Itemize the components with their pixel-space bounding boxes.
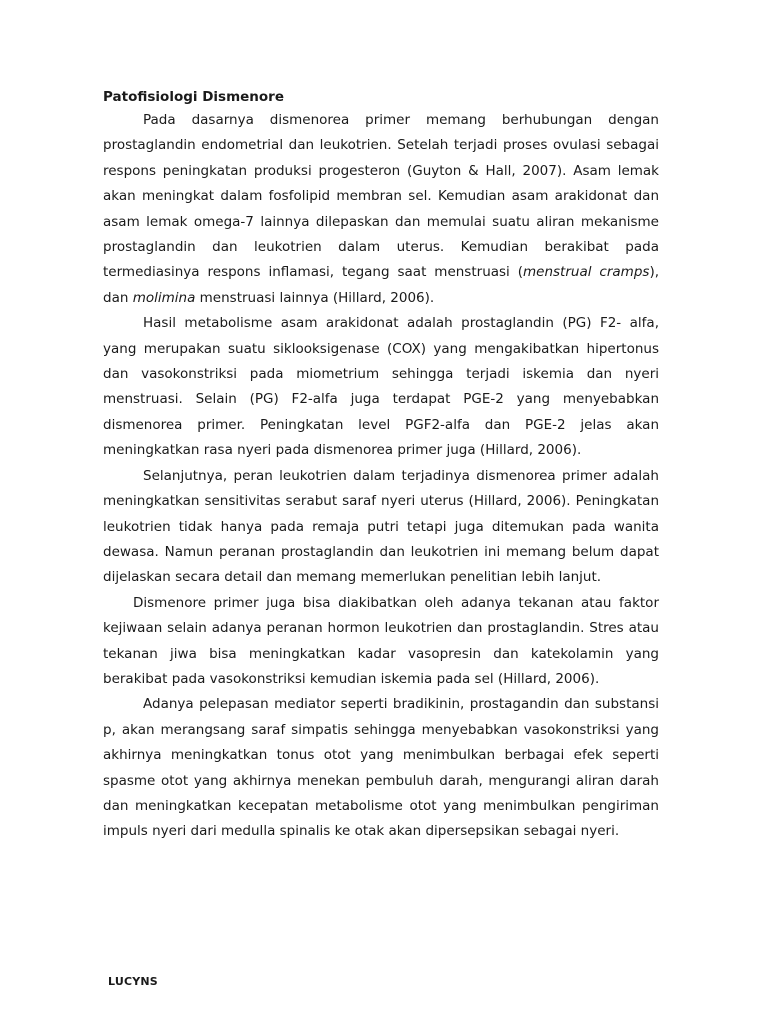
- paragraph-1-text-start: Pada dasarnya dismenorea primer memang berhubungan dengan prostaglandin endometrial dan leukotrien. Setelah terjadi proses ovulasi sebagai respons peningkatan produksi progesteron (Guyton & Hall, 2007). Asam lemak akan meningkat dalam fosfolipid membran sel. Kemudian asam arakidonat dan asam lemak omega-7 lainnya dilepaskan dan memulai suatu aliran mekanisme prostaglandin dan leukotrien dalam uterus. Kemudian berakibat pada termediasinya respons inflamasi, tegang saat menstruasi (: [103, 112, 659, 281]
- paragraph-5: Adanya pelepasan mediator seperti bradikinin, prostagandin dan substansi p, akan merangsang saraf simpatis sehingga menyebabkan vasokonstriksi yang akhirnya meningkatkan tonus otot yang menimbulkan berbagai efek seperti spasme otot yang akhirnya menekan pembuluh darah, mengurangi aliran darah dan meningkatkan kecepatan metabolisme otot yang menimbulkan pengiriman impuls nyeri dari medulla spinalis ke otak akan dipersepsikan sebagai nyeri.: [103, 696, 659, 840]
- paragraph-2: Hasil metabolisme asam arakidonat adalah prostaglandin (PG) F2- alfa, yang merupakan suatu siklooksigenase (COX) yang mengakibatkan hipertonus dan vasokonstriksi pada miometrium sehingga terjadi iskemia dan nyeri menstruasi. Selain (PG) F2-alfa juga terdapat PGE-2 yang menyebabkan dismenorea primer. Peningkatan level PGF2-alfa dan PGE-2 jelas akan meningkatkan rasa nyeri pada dismenorea primer juga (Hillard, 2006).: [103, 315, 659, 459]
- paragraph-1-text-middle: ), dan: [103, 264, 659, 306]
- document-body: [103, 86, 659, 845]
- paragraph-3: Selanjutnya, peran leukotrien dalam terjadinya dismenorea primer adalah meningkatkan sensitivitas serabut saraf nyeri uterus (Hillard, 2006). Peningkatan leukotrien tidak hanya pada remaja putri tetapi juga ditemukan pada wanita dewasa. Namun peranan prostaglandin dan leukotrien ini memang belum dapat dijelaskan secara detail dan memang memerlukan penelitian lebih lanjut.: [103, 467, 659, 586]
- footer-label: LUCYNS: [108, 975, 158, 988]
- term-molimina: molimina: [132, 289, 196, 306]
- paragraph-1-text-end: menstruasi lainnya (Hillard, 2006).: [195, 289, 435, 306]
- term-menstrual-cramps: menstrual cramps: [523, 264, 650, 281]
- paragraph-1: [103, 108, 659, 311]
- section-heading: Patofisiologi Dismenore: [103, 89, 284, 105]
- paragraph-4: Dismenore primer juga bisa diakibatkan oleh adanya tekanan atau faktor kejiwaan selain adanya peranan hormon leukotrien dan prostaglandin. Stres atau tekanan jiwa bisa meningkatkan kadar vasopresin dan katekolamin yang berakibat pada vasokonstriksi kemudian iskemia pada sel (Hillard, 2006).: [103, 594, 659, 687]
